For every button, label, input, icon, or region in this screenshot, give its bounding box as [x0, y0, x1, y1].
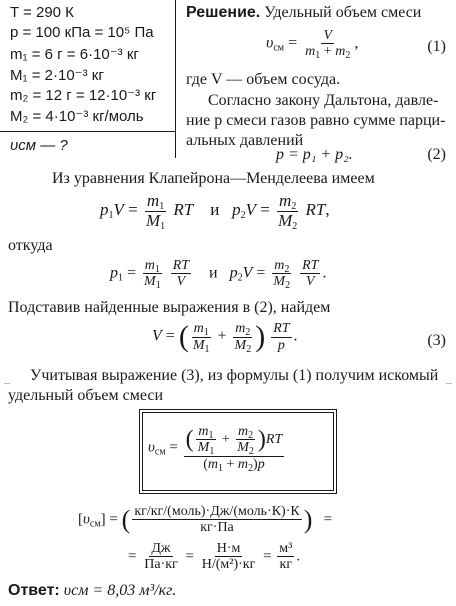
- dalton-text-2: ние p смеси газов равно сумме парци-: [186, 112, 446, 129]
- partial-pressures: $p_1$ = $\frac{m_1}{M_1}$ $\frac{RT}{V}$ и $p_2V$ = $\frac{m_2}{M_2}$ $\frac{RT}{V}$ .: [110, 258, 327, 292]
- units-numerator: кг/кг/(моль)·Дж/(моль·К)·К: [134, 504, 300, 519]
- units-final-1-num: Дж: [151, 541, 171, 556]
- given-temperature: T = 290 К: [10, 4, 74, 21]
- clapeyron-intro: Из уравнения Клапейрона—Менделеева имеем: [52, 170, 375, 187]
- solution-intro: Удельный объем смеси: [264, 4, 422, 21]
- units-final-1: [142, 541, 180, 573]
- margin-tick-left: [4, 383, 10, 384]
- answer-value: υсм = 8,03 м³/кг.: [63, 582, 177, 599]
- whence-text: откуда: [8, 237, 53, 254]
- clapeyron-equations: $p_1V$ = $\frac{m_1}{M_1}$ RT и $p_2V$ = $\frac{m_2}{M_2}$ RT,: [100, 191, 330, 232]
- eq2-number: (2): [427, 146, 446, 163]
- boxed-formula: $\upsilon_{см}$ = ( $\frac{m_1}{M_1}$ + $\frac{m_2}{M_2}$ )RT $(m_1 + m_2)p$: [148, 424, 283, 474]
- dalton-text-3: альных давлений: [186, 132, 304, 149]
- units-line-1: $[\upsilon_{см}]$ = ( $\frac{\text{кг/кг/(моль)·Дж/(моль·К)·К}}{кг\cdot Па}$ ) =: [78, 504, 333, 536]
- equation-1: $\upsilon_{см}$ = $\frac{V}{m_1 + m_2}$ ,: [266, 28, 359, 62]
- margin-tick-right: [446, 383, 452, 384]
- equation-3: V = ( $\frac{m_1}{M_1}$ + $\frac{m_2}{M_2}$ ) $\frac{RT}{p}$ .: [152, 320, 298, 355]
- p1-frac-b: $\frac{RT}{V}$: [172, 258, 190, 290]
- p2-frac-b: $\frac{RT}{V}$: [302, 258, 319, 290]
- units-line-2: = $\frac{Дж}{Па\cdot кг}$ = $\frac{Н\cdot м}{\text{Н/(м²)·кг}}$ = $\frac{\text{м³}}{кг}$ .: [128, 541, 301, 573]
- units-final-3-num: м³: [279, 541, 293, 556]
- m1-over-M1: $\frac{m_1}{M_1}$: [145, 191, 166, 232]
- considering-text-2: удельный объем смеси: [8, 387, 164, 404]
- p1-frac-a: $\frac{m_1}{M_1}$: [144, 258, 161, 292]
- answer-line: [8, 582, 176, 600]
- conj-and-2: и: [209, 264, 218, 282]
- eq1-fraction: $\frac{V}{m_1 + m_2}$: [305, 28, 351, 62]
- eq3-frac-3: $\frac{RT}{p}$: [273, 321, 290, 353]
- eq3-frac-1: $\frac{m_1}{M_1}$: [192, 321, 210, 355]
- eq1-number: (1): [427, 38, 446, 55]
- units-final-2: [200, 541, 258, 573]
- solution-heading-line: [186, 4, 421, 22]
- substituting-text: Подставив найденные выражения в (2), найдем: [8, 299, 331, 316]
- units-final-3: [277, 541, 294, 573]
- units-final-1-den: Па·кг: [144, 557, 178, 573]
- given-divider: [0, 131, 176, 132]
- units-denominator: кг·Па: [200, 520, 234, 536]
- where-v-text: где V — объем сосуда.: [186, 71, 341, 88]
- eq3-frac-2: $\frac{m_2}{M_2}$: [234, 321, 252, 355]
- given-unknown: υсм — ?: [10, 137, 68, 154]
- given-pressure: p = 100 кПа = 10⁵ Па: [10, 24, 154, 41]
- given-mass-1: m₁ = 6 г = 6·10⁻³ кг: [10, 46, 139, 63]
- dalton-text-1: Согласно закону Дальтона, давле-: [208, 92, 439, 109]
- equation-2: p = p₁ + p₂.: [276, 146, 353, 163]
- boxed-fraction: ( $\frac{m_1}{M_1}$ + $\frac{m_2}{M_2}$ )RT $(m_1 + m_2)p$: [185, 424, 283, 474]
- units-final-2-num: Н·м: [216, 541, 241, 556]
- units-final-3-den: кг: [279, 557, 293, 573]
- given-molar-mass-2: M₂ = 4·10⁻³ кг/моль: [10, 108, 144, 125]
- answer-label: Ответ:: [8, 582, 60, 599]
- considering-text-1: Учитывая выражение (3), из формулы (1) получим искомый: [30, 367, 439, 384]
- m2-over-M2: $\frac{m_2}{M_2}$: [278, 191, 298, 232]
- eq3-number: (3): [427, 332, 446, 349]
- units-final-2-den: Н/(м²)·кг: [201, 557, 256, 573]
- solution-heading: Решение.: [186, 4, 261, 21]
- given-mass-2: m₂ = 12 г = 12·10⁻³ кг: [10, 87, 157, 104]
- given-molar-mass-1: M₁ = 2·10⁻³ кг: [10, 67, 104, 84]
- p2-frac-a: $\frac{m_2}{M_2}$: [273, 258, 291, 292]
- conj-and-1: и: [210, 200, 220, 220]
- units-fraction: [132, 504, 301, 536]
